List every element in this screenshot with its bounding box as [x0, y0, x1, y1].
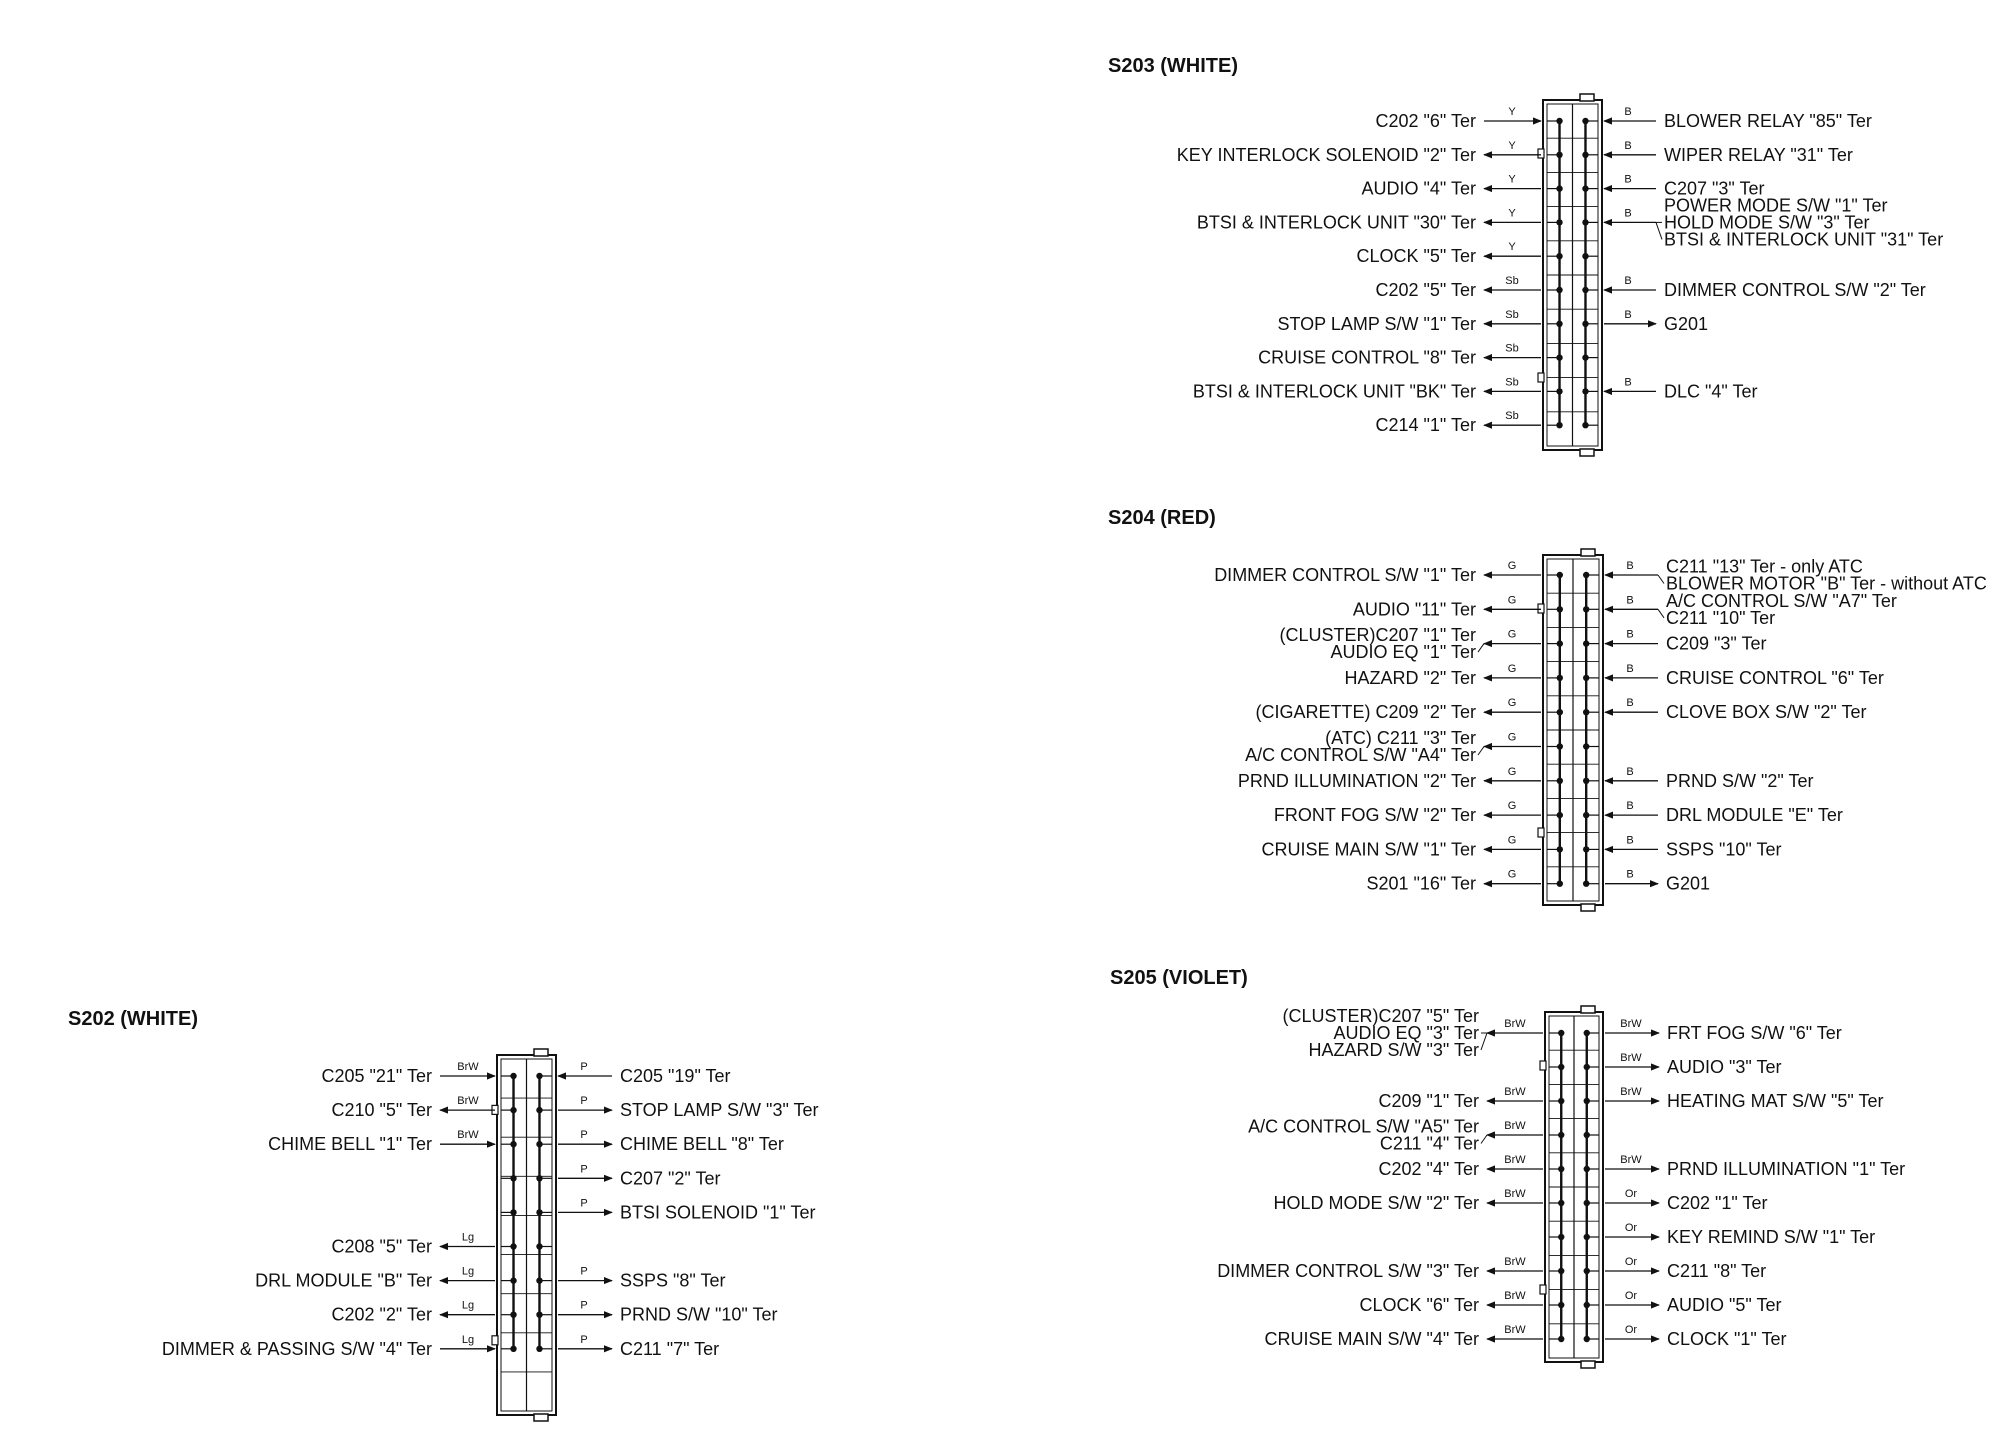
- wire-destination-label: C207 "3" Ter: [1664, 178, 1765, 199]
- wire-destination-label: S201 "16" Ter: [1366, 873, 1476, 894]
- connector-block: [1538, 94, 1602, 456]
- wire-row-left: [1375, 275, 1541, 300]
- wire-row-left: [331, 1232, 495, 1257]
- wire-color-code: B: [1626, 662, 1634, 675]
- splice-s202: [68, 1008, 819, 1421]
- wire-destination-label: SSPS "10" Ter: [1666, 839, 1782, 860]
- wire-row-left: [1274, 1188, 1543, 1213]
- wire-row-right: [1605, 869, 1710, 894]
- wire-destination-label: CLOVE BOX S/W "2" Ter: [1666, 702, 1867, 723]
- wire-destination-label: C211 "10" Ter: [1666, 607, 1776, 628]
- wire-destination-label: STOP LAMP S/W "1" Ter: [1277, 313, 1476, 334]
- wire-row-right: [1604, 195, 1943, 249]
- wire-color-code: P: [580, 1265, 588, 1278]
- wire-color-code: BrW: [1620, 1086, 1642, 1098]
- connector-latch: [1538, 828, 1544, 837]
- wire-color-code: Sb: [1505, 342, 1519, 355]
- wire-destination-label: DIMMER CONTROL S/W "1" Ter: [1214, 565, 1476, 585]
- wire-destination-label: AUDIO "3" Ter: [1667, 1057, 1782, 1077]
- wire-color-code: P: [580, 1163, 588, 1176]
- wire-color-code: BrW: [1504, 1290, 1526, 1302]
- branch-line: [1658, 575, 1664, 584]
- wire-row-left: [1214, 560, 1541, 585]
- wire-destination-label: C205 "21" Ter: [321, 1066, 432, 1086]
- wire-row-right: [1605, 557, 1987, 594]
- wire-row-right: [1604, 106, 1872, 131]
- wire-color-code: B: [1624, 207, 1632, 220]
- wire-destination-label: G201: [1666, 873, 1711, 894]
- wire-color-code: P: [580, 1061, 588, 1073]
- wire-destination-label: DRL MODULE "B" Ter: [255, 1270, 432, 1291]
- wire-color-code: BrW: [1504, 1018, 1526, 1030]
- branch-line: [1656, 222, 1662, 239]
- wire-destination-label: C211 "8" Ter: [1667, 1261, 1767, 1281]
- wire-color-code: G: [1507, 731, 1517, 744]
- branch-line: [1658, 609, 1664, 618]
- wire-row-left: [1282, 1006, 1543, 1060]
- wire-destination-label: C202 "2" Ter: [331, 1304, 432, 1325]
- connector-latch: [1538, 604, 1544, 613]
- wire-destination-label: C202 "6" Ter: [1375, 111, 1476, 131]
- splice-title: S204 (RED): [1108, 507, 1216, 529]
- wire-row-left: [1274, 800, 1541, 825]
- wire-row-left: [1378, 1154, 1543, 1179]
- wire-destination-label: PRND ILLUMINATION "1" Ter: [1667, 1159, 1906, 1179]
- wire-color-code: B: [1626, 868, 1634, 881]
- wire-row-right: [1604, 309, 1708, 334]
- wire-destination-label: HOLD MODE S/W "2" Ter: [1273, 1193, 1479, 1213]
- wire-destination-label: CLOCK "6" Ter: [1359, 1295, 1479, 1315]
- wire-row-right: [1605, 1018, 1842, 1043]
- wire-row-left: [1197, 207, 1541, 232]
- wire-destination-label: C202 "5" Ter: [1375, 280, 1476, 300]
- wire-destination-label: AUDIO EQ "3" Ter: [1333, 1023, 1479, 1043]
- wire-color-code: Y: [1508, 207, 1516, 220]
- wire-destination-label: BLOWER MOTOR "B" Ter - without ATC: [1666, 573, 1987, 594]
- connector-latch: [492, 1336, 498, 1345]
- wire-row-right: [1605, 1324, 1787, 1349]
- connector-top-tab: [1580, 94, 1594, 101]
- wire-row-left: [1277, 309, 1541, 334]
- wire-destination-label: AUDIO "4" Ter: [1361, 178, 1476, 199]
- wire-destination-label: DLC "4" Ter: [1664, 381, 1758, 402]
- wire-row-left: [1258, 343, 1541, 368]
- wire-color-code: B: [1626, 697, 1634, 710]
- wire-destination-label: CHIME BELL "1" Ter: [268, 1134, 432, 1155]
- wire-row-left: [1238, 766, 1541, 791]
- wire-row-left: [1345, 663, 1541, 688]
- wire-row-right: [1605, 629, 1767, 654]
- connector-bottom-tab: [1580, 449, 1594, 456]
- wire-color-code: Sb: [1505, 410, 1519, 423]
- wire-destination-label: C205 "19" Ter: [620, 1066, 731, 1086]
- wire-row-right: [1605, 1052, 1781, 1077]
- wire-color-code: P: [580, 1299, 588, 1312]
- wire-color-code: Lg: [461, 1333, 475, 1346]
- wire-row-left: [1375, 106, 1541, 131]
- connector-latch: [1538, 149, 1544, 158]
- wire-color-code: B: [1624, 173, 1632, 186]
- wire-destination-label: (CLUSTER)C207 "5" Ter: [1282, 1006, 1479, 1026]
- wire-destination-label: CRUISE MAIN S/W "1" Ter: [1261, 839, 1476, 860]
- wire-destination-label: DIMMER & PASSING S/W "4" Ter: [161, 1338, 432, 1359]
- wire-row-right: [1605, 1188, 1768, 1213]
- wire-row-right: [558, 1197, 816, 1222]
- wire-destination-label: POWER MODE S/W "1" Ter: [1664, 195, 1888, 216]
- wire-destination-label: BLOWER RELAY "85" Ter: [1664, 111, 1872, 131]
- wire-destination-label: AUDIO EQ "1" Ter: [1330, 642, 1476, 663]
- wire-destination-label: C214 "1" Ter: [1375, 415, 1476, 436]
- wire-row-left: [1262, 834, 1541, 859]
- wire-destination-label: CHIME BELL "8" Ter: [620, 1134, 784, 1155]
- wire-destination-label: DIMMER CONTROL S/W "3" Ter: [1217, 1261, 1479, 1281]
- wire-color-code: Sb: [1505, 376, 1519, 389]
- connector-block: [1540, 1006, 1603, 1368]
- wire-row-right: [1605, 1086, 1883, 1111]
- wire-row-left: [1256, 697, 1542, 722]
- wire-destination-label: BTSI & INTERLOCK UNIT "30" Ter: [1196, 212, 1476, 233]
- connector-latch: [1538, 373, 1544, 382]
- wire-row-left: [1357, 241, 1542, 266]
- wire-row-right: [1604, 376, 1757, 401]
- wire-row-right: [1605, 1222, 1875, 1247]
- wire-destination-label: C202 "1" Ter: [1667, 1193, 1768, 1213]
- wire-destination-label: BTSI & INTERLOCK UNIT "BK" Ter: [1192, 381, 1476, 402]
- wire-row-right: [1605, 697, 1867, 722]
- wire-destination-label: PRND S/W "10" Ter: [620, 1304, 778, 1325]
- wire-color-code: B: [1624, 139, 1632, 152]
- wire-row-right: [1605, 1154, 1905, 1179]
- wire-row-right: [1605, 663, 1884, 688]
- wire-row-left: [331, 1300, 495, 1325]
- wire-color-code: Y: [1508, 139, 1516, 152]
- wire-color-code: Or: [1624, 1290, 1638, 1302]
- wire-row-right: [558, 1334, 719, 1359]
- wire-rows: [162, 1061, 819, 1359]
- wire-row-left: [321, 1061, 495, 1086]
- wire-color-code: BrW: [1504, 1154, 1526, 1166]
- wire-row-left: [1248, 1117, 1543, 1154]
- wire-destination-label: FRONT FOG S/W "2" Ter: [1273, 805, 1476, 826]
- wire-row-left: [1217, 1256, 1543, 1281]
- wire-destination-label: C207 "2" Ter: [620, 1168, 721, 1189]
- wire-destination-label: HOLD MODE S/W "3" Ter: [1664, 212, 1870, 233]
- connector-latch: [1540, 1061, 1546, 1070]
- wire-color-code: G: [1507, 628, 1517, 641]
- wire-color-code: B: [1624, 308, 1632, 321]
- connector-top-tab: [534, 1049, 548, 1056]
- wire-row-right: [1604, 275, 1926, 300]
- wire-row-right: [1605, 834, 1782, 859]
- splice-s204: [1108, 507, 1987, 911]
- wire-color-code: G: [1507, 765, 1517, 778]
- wire-destination-label: HEATING MAT S/W "5" Ter: [1667, 1091, 1884, 1111]
- wire-row-right: [558, 1129, 784, 1154]
- branch-line: [1481, 1135, 1487, 1144]
- wire-row-left: [1378, 1086, 1543, 1111]
- wire-destination-label: A/C CONTROL S/W "A7" Ter: [1666, 590, 1897, 611]
- wire-row-right: [1605, 591, 1897, 628]
- wire-row-right: [1605, 766, 1813, 791]
- branch-line: [1478, 644, 1484, 653]
- wire-color-code: B: [1626, 594, 1634, 607]
- splice-s203: [1108, 55, 1943, 456]
- wire-color-code: P: [580, 1197, 588, 1210]
- branch-line: [1481, 1033, 1487, 1050]
- wire-destination-label: PRND ILLUMINATION "2" Ter: [1237, 770, 1476, 791]
- wire-row-right: [1605, 800, 1843, 825]
- wire-destination-label: CLOCK "5" Ter: [1356, 246, 1476, 267]
- wire-row-left: [1177, 140, 1541, 165]
- wire-color-code: B: [1624, 106, 1632, 118]
- wire-destination-label: STOP LAMP S/W "3" Ter: [620, 1100, 819, 1121]
- wire-destination-label: C210 "5" Ter: [331, 1100, 432, 1121]
- wire-color-code: BrW: [457, 1129, 479, 1142]
- wire-color-code: B: [1626, 800, 1634, 813]
- branch-line: [1478, 747, 1484, 756]
- wire-color-code: B: [1624, 376, 1632, 389]
- wire-destination-label: (CLUSTER)C207 "1" Ter: [1279, 625, 1476, 646]
- connector-bottom-tab: [534, 1414, 548, 1421]
- wire-destination-label: C211 "4" Ter: [1379, 1133, 1479, 1154]
- connector-latch: [1540, 1285, 1546, 1294]
- wire-destination-label: KEY INTERLOCK SOLENOID "2" Ter: [1176, 144, 1476, 165]
- wire-color-code: BrW: [1504, 1086, 1526, 1098]
- connector-block: [1538, 549, 1603, 911]
- wire-color-code: BrW: [457, 1095, 479, 1108]
- wire-color-code: B: [1626, 560, 1634, 572]
- wire-color-code: BrW: [457, 1061, 479, 1073]
- wire-row-right: [1604, 140, 1853, 165]
- wire-color-code: BrW: [1620, 1018, 1642, 1030]
- connector-top-tab: [1581, 1006, 1595, 1013]
- wire-destination-label: CRUISE MAIN S/W "4" Ter: [1264, 1329, 1479, 1349]
- wire-color-code: Y: [1508, 241, 1516, 254]
- wire-destination-label: DRL MODULE "E" Ter: [1666, 805, 1843, 826]
- wire-destination-label: AUDIO "5" Ter: [1667, 1295, 1782, 1315]
- wire-color-code: P: [580, 1129, 588, 1142]
- wire-row-right: [558, 1061, 731, 1086]
- wire-row-right: [558, 1095, 819, 1120]
- wire-color-code: BrW: [1620, 1154, 1642, 1166]
- wire-destination-label: WIPER RELAY "31" Ter: [1664, 144, 1853, 165]
- wire-row-left: [1193, 376, 1541, 401]
- wire-color-code: G: [1507, 800, 1517, 813]
- wire-destination-label: KEY REMIND S/W "1" Ter: [1667, 1227, 1876, 1247]
- wire-color-code: G: [1507, 868, 1517, 881]
- wire-destination-label: C209 "3" Ter: [1666, 633, 1767, 654]
- wire-destination-label: FRT FOG S/W "6" Ter: [1667, 1023, 1842, 1043]
- wire-destination-label: (CIGARETTE) C209 "2" Ter: [1255, 702, 1476, 723]
- wire-row-right: [1605, 1256, 1766, 1281]
- wire-destination-label: BTSI SOLENOID "1" Ter: [620, 1202, 816, 1223]
- wire-color-code: G: [1507, 697, 1517, 710]
- wire-row-right: [1605, 1290, 1781, 1315]
- wire-destination-label: C211 "7" Ter: [620, 1338, 720, 1359]
- wire-destination-label: BTSI & INTERLOCK UNIT "31" Ter: [1664, 229, 1944, 250]
- wire-destination-label: C211 "13" Ter - only ATC: [1666, 556, 1863, 577]
- wire-color-code: P: [580, 1095, 588, 1108]
- wire-color-code: G: [1507, 662, 1517, 675]
- wire-row-left: [1360, 1290, 1544, 1315]
- wire-row-left: [268, 1129, 495, 1154]
- wire-destination-label: CLOCK "1" Ter: [1667, 1329, 1787, 1349]
- wire-destination-label: DIMMER CONTROL S/W "2" Ter: [1664, 280, 1926, 300]
- wire-row-left: [1265, 1324, 1543, 1349]
- splice-title: S203 (WHITE): [1108, 55, 1239, 77]
- wire-color-code: P: [580, 1333, 588, 1346]
- wire-row-left: [1366, 869, 1541, 894]
- wire-destination-label: HAZARD "2" Ter: [1344, 667, 1476, 688]
- wire-destination-label: PRND S/W "2" Ter: [1666, 770, 1814, 791]
- wire-destination-label: CRUISE CONTROL "6" Ter: [1666, 667, 1884, 688]
- wire-color-code: Lg: [461, 1299, 475, 1312]
- wire-row-right: [558, 1163, 721, 1188]
- wire-color-code: Lg: [461, 1265, 475, 1278]
- wire-color-code: BrW: [1504, 1120, 1526, 1132]
- wire-color-code: Or: [1624, 1256, 1638, 1268]
- connector-top-tab: [1581, 549, 1595, 556]
- wire-row-left: [1353, 594, 1541, 619]
- wire-destination-label: AUDIO "11" Ter: [1352, 599, 1476, 620]
- wire-row-left: [331, 1095, 495, 1120]
- wire-color-code: Lg: [461, 1231, 475, 1244]
- wire-color-code: G: [1507, 560, 1517, 572]
- wire-color-code: Y: [1508, 173, 1516, 186]
- wire-row-left: [1375, 410, 1541, 435]
- wire-row-left: [1279, 625, 1541, 662]
- splice-s205: [1110, 967, 1905, 1368]
- wire-row-left: [1245, 728, 1541, 765]
- wire-destination-label: HAZARD S/W "3" Ter: [1308, 1040, 1479, 1060]
- splice-title: S202 (WHITE): [68, 1008, 199, 1030]
- connector-block: [492, 1049, 556, 1421]
- wire-row-left: [1362, 174, 1541, 199]
- wire-destination-label: SSPS "8" Ter: [620, 1270, 726, 1291]
- wire-color-code: BrW: [1504, 1324, 1526, 1336]
- wire-destination-label: CRUISE CONTROL "8" Ter: [1258, 347, 1476, 368]
- wire-color-code: B: [1626, 628, 1634, 641]
- wire-color-code: Y: [1508, 106, 1516, 118]
- wire-color-code: Or: [1624, 1324, 1638, 1336]
- wire-destination-label: (ATC) C211 "3" Ter: [1325, 728, 1476, 748]
- connector-bottom-tab: [1581, 1361, 1595, 1368]
- wire-color-code: B: [1626, 834, 1634, 847]
- wire-color-code: BrW: [1504, 1188, 1526, 1200]
- wire-color-code: Or: [1624, 1222, 1638, 1234]
- wire-color-code: B: [1624, 275, 1632, 287]
- wire-color-code: BrW: [1504, 1256, 1526, 1268]
- wire-color-code: BrW: [1620, 1052, 1642, 1064]
- wire-destination-label: G201: [1664, 313, 1709, 334]
- wire-destination-label: C208 "5" Ter: [331, 1236, 432, 1257]
- wire-destination-label: A/C CONTROL S/W "A5" Ter: [1248, 1116, 1479, 1137]
- wire-row-left: [255, 1266, 495, 1291]
- wire-color-code: G: [1507, 594, 1517, 607]
- wire-destination-label: C209 "1" Ter: [1378, 1091, 1479, 1111]
- connector-bottom-tab: [1581, 904, 1595, 911]
- wire-color-code: Or: [1624, 1188, 1638, 1200]
- wire-destination-label: A/C CONTROL S/W "A4" Ter: [1245, 745, 1476, 765]
- wire-color-code: B: [1626, 765, 1634, 778]
- wire-destination-label: C202 "4" Ter: [1378, 1159, 1479, 1179]
- splice-title: S205 (VIOLET): [1110, 967, 1248, 989]
- wire-row-left: [162, 1334, 495, 1359]
- wire-color-code: Sb: [1505, 275, 1519, 287]
- wire-color-code: Sb: [1505, 308, 1519, 321]
- wire-color-code: G: [1507, 834, 1517, 847]
- wire-row-right: [558, 1300, 777, 1325]
- wire-row-right: [558, 1266, 726, 1291]
